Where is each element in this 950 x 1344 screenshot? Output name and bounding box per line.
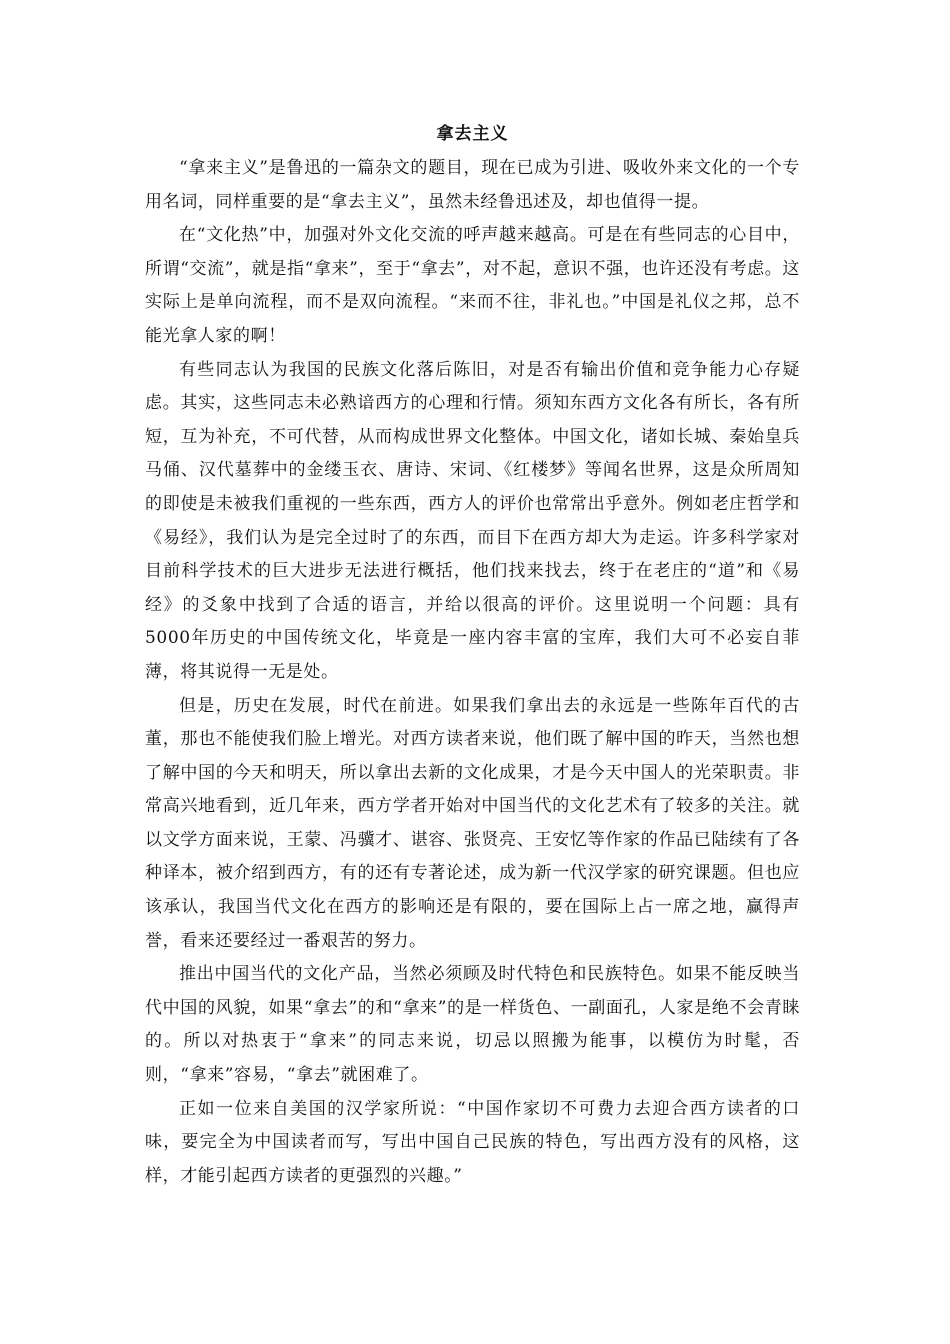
article-body (145, 116, 800, 1193)
paragraph-3: 有些同志认为我国的民族文化落后陈旧，对是否有输出价值和竞争能力心存疑虑。其实，这些同志未必熟谙西方的心理和行情。须知东西方文化各有所长，各有所短，互为补充，不可代替，从而构成世界文化整体。中国文化，诸如长城、秦始皇兵马俑、汉代墓葬中的金缕玉衣、唐诗、宋词、《红楼梦》等闻名世界，这是众所周知的即使是未被我们重视的一些东西，西方人的评价也常常出乎意外。例如老庄哲学和《易经》，我们认为是完全过时了的东西，而目下在西方却大为走运。许多科学家对目前科学技术的巨大进步无法进行概括，他们找来找去，终于在老庄的“道”和《易经》的爻象中找到了合适的语言，并给以很高的评价。这里说明一个问题：具有5000年历史的中国传统文化，毕竟是一座内容丰富的宝库，我们大可不必妄自菲薄，将其说得一无是处。 (145, 359, 800, 682)
paragraph-4: 但是，历史在发展，时代在前进。如果我们拿出去的永远是一些陈年百代的古董，那也不能使我们脸上增光。对西方读者来说，他们既了解中国的昨天，当然也想了解中国的今天和明天，所以拿出去新的文化成果，才是今天中国人的光荣职责。非常高兴地看到，近几年来，西方学者开始对中国当代的文化艺术有了较多的关注。就以文学方面来说，王蒙、冯骥才、谌容、张贤亮、王安忆等作家的作品已陆续有了各种译本，被介绍到西方，有的还有专著论述，成为新一代汉学家的研究课题。但也应该承认，我国当代文化在西方的影响还是有限的，要在国际上占一席之地，赢得声誉，看来还要经过一番艰苦的努力。 (145, 695, 800, 951)
paragraph-5: 推出中国当代的文化产品，当然必须顾及时代特色和民族特色。如果不能反映当代中国的风貌，如果“拿去”的和“拿来”的是一样货色、一副面孔，人家是绝不会青睐的。所以对热衷于“拿来”的同志来说，切忌以照搬为能事，以模仿为时髦，否则，“拿来”容易，“拿去”就困难了。 (145, 964, 800, 1086)
paragraph-2: 在“文化热”中，加强对外文化交流的呼声越来越高。可是在有些同志的心目中，所谓“交流”，就是指“拿来”，至于“拿去”，对不起，意识不强，也许还没有考虑。这实际上是单向流程，而不是双向流程。“来而不往，非礼也。”中国是礼仪之邦，总不能光拿人家的啊！ (145, 225, 800, 346)
article-title: 拿去主义 (436, 124, 509, 144)
paragraph-6: 正如一位来自美国的汉学家所说：“中国作家切不可费力去迎合西方读者的口味，要完全为中国读者而写，写出中国自己民族的特色，写出西方没有的风格，这样，才能引起西方读者的更强烈的兴趣。” (145, 1098, 800, 1186)
paragraph-1: “拿来主义”是鲁迅的一篇杂文的题目，现在已成为引进、吸收外来文化的一个专用名词，同样重要的是“拿去主义”，虽然未经鲁迅述及，却也值得一提。 (145, 158, 800, 212)
